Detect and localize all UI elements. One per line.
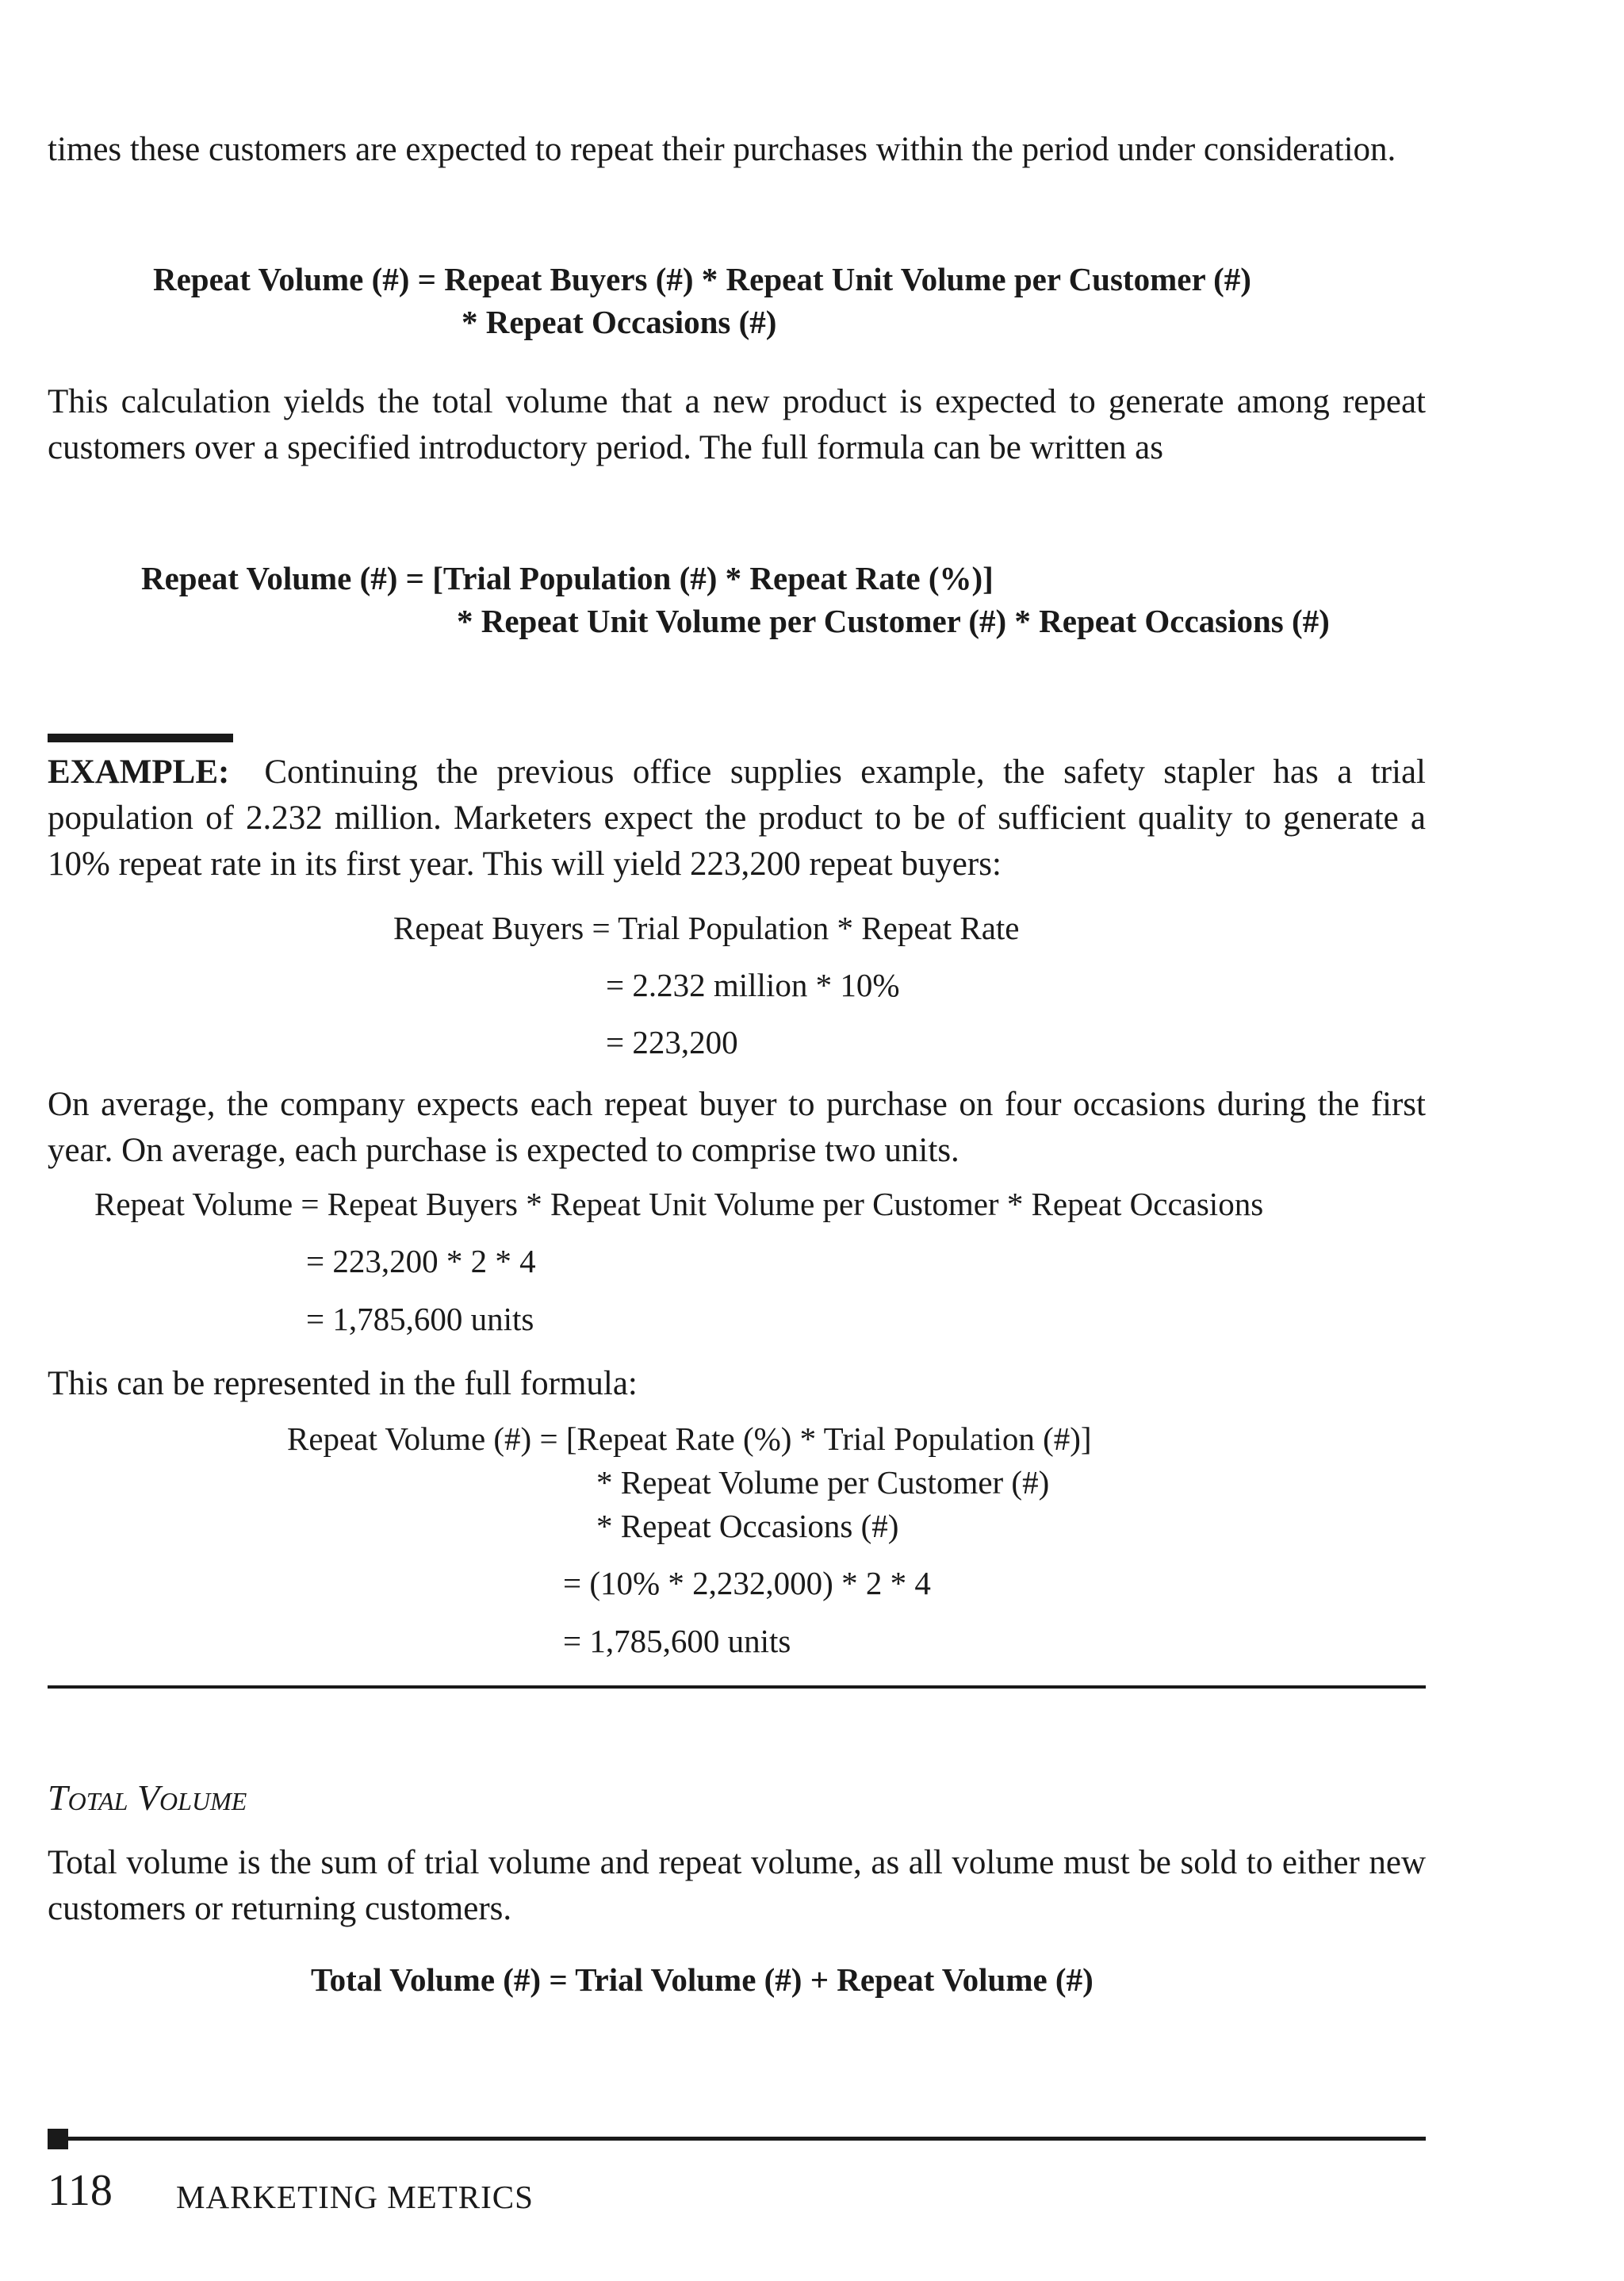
formula-full-calc-line1: Repeat Volume (#) = [Repeat Rate (%) * Trial Population (#)]	[287, 1420, 1092, 1457]
formula-repeat-volume-calc-line3: = 1,785,600 units	[306, 1301, 534, 1337]
example-label: EXAMPLE:	[48, 753, 230, 791]
formula-repeat-volume-line2: * Repeat Occasions (#)	[462, 304, 777, 340]
formula-repeat-volume-calc-line1: Repeat Volume = Repeat Buyers * Repeat Unit Volume per Customer * Repeat Occasions	[94, 1186, 1264, 1222]
footer-square-marker	[48, 2129, 68, 2149]
paragraph-average: On average, the company expects each repeat buyer to purchase on four occasions during the first year. On average, each purchase is expected to comprise two units.	[48, 1086, 1426, 1169]
page-number: 118	[48, 2166, 113, 2215]
paragraph-total-volume: Total volume is the sum of trial volume and repeat volume, as all volume must be sold to either new customers or returning customers.	[48, 1844, 1426, 1927]
section-heading: Total Volume	[48, 1777, 247, 1818]
example-end-rule	[48, 1685, 1426, 1689]
formula-repeat-volume-calc-line2: = 223,200 * 2 * 4	[306, 1243, 536, 1279]
formula-repeat-buyers-line1: Repeat Buyers = Trial Population * Repeat Rate	[393, 910, 1020, 946]
example-marker-bar	[48, 734, 233, 742]
formula-repeat-buyers-line3: = 223,200	[606, 1024, 738, 1060]
formula-full-line1: Repeat Volume (#) = [Trial Population (#) * Repeat Rate (%)]	[141, 560, 994, 596]
running-title: MARKETING METRICS	[176, 2179, 534, 2215]
formula-full-line2: * Repeat Unit Volume per Customer (#) * Repeat Occasions (#)	[457, 603, 1330, 639]
formula-full-calc-line4: = (10% * 2,232,000) * 2 * 4	[563, 1565, 931, 1601]
paragraph-calculation: This calculation yields the total volume that a new product is expected to generate among repeat customers over a specified introductory period. The full formula can be written as	[48, 383, 1426, 466]
formula-total-volume: Total Volume (#) = Trial Volume (#) + Repeat Volume (#)	[311, 1961, 1094, 1998]
paragraph-example	[48, 749, 1426, 887]
paragraph-intro: times these customers are expected to repeat their purchases within the period under consideration.	[48, 131, 1396, 168]
footer-rule	[68, 2137, 1426, 2141]
formula-full-calc-line2: * Repeat Volume per Customer (#)	[596, 1464, 1050, 1501]
example-text: Continuing the previous office supplies example, the safety stapler has a trial population of 2.232 million. Marketers expect the product to be of sufficient quality to generate a 10% repeat rate in its first year. This will yield 223,200 repeat buyers:	[48, 753, 1426, 883]
formula-full-calc-line5: = 1,785,600 units	[563, 1623, 791, 1659]
formula-full-calc-line3: * Repeat Occasions (#)	[596, 1508, 899, 1544]
formula-repeat-volume-line1: Repeat Volume (#) = Repeat Buyers (#) * Repeat Unit Volume per Customer (#)	[153, 261, 1251, 297]
paragraph-represented: This can be represented in the full formula:	[48, 1365, 638, 1402]
formula-repeat-buyers-line2: = 2.232 million * 10%	[606, 967, 900, 1003]
